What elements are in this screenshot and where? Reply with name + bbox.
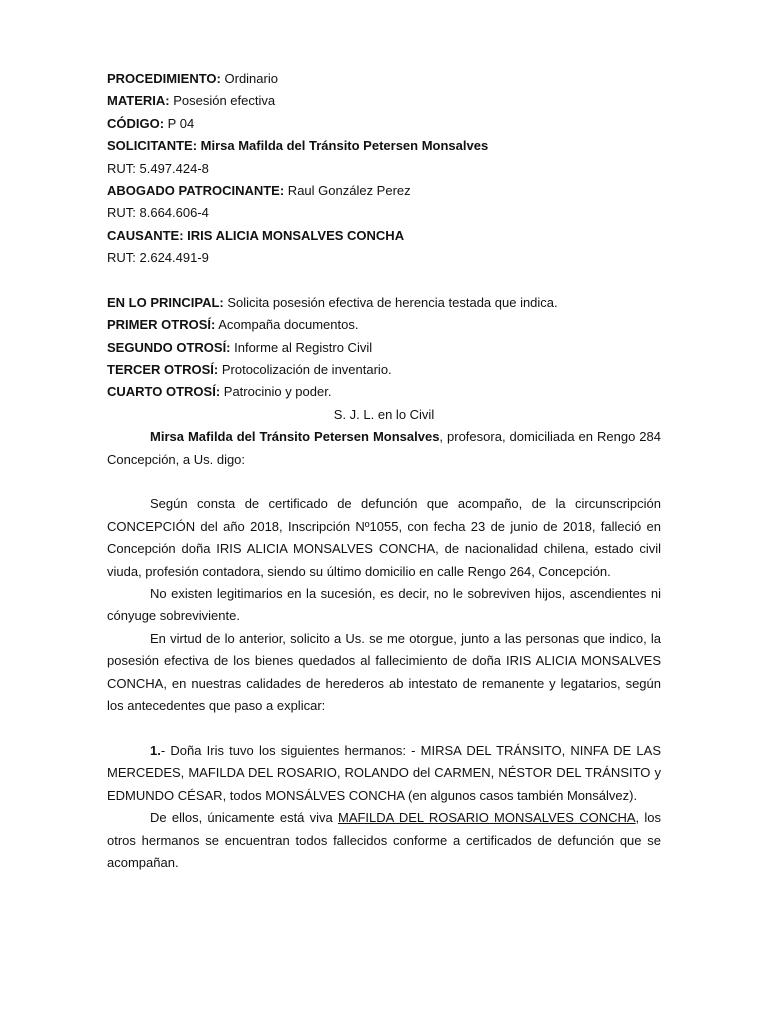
viva-name: MAFILDA DEL ROSARIO MONSALVES CONCHA [337, 810, 636, 826]
cuarto-value: Patrocinio y poder. [220, 384, 332, 400]
paragraph-solicitud: En virtud de lo anterior, solicito a Us. se me otorgue, junto a las personas que indico, la posesión efectiva de los bienes quedados al fallecimiento de doña IRIS ALICIA MONSALVES CONCHA, en nuestras calidades de herederos ab intestato de remanente y legatarios, según los antecedentes que paso a explicar: [107, 630, 661, 714]
solicitante-rut: RUT: 5.497.424-8 [107, 160, 209, 176]
document-page [107, 68, 661, 874]
paragraph-viva [107, 807, 661, 874]
paragraph-legitimarios: No existen legitimarios en la sucesión, es decir, no le sobreviven hijos, ascendientes ni cónyuge sobreviviente. [107, 586, 661, 624]
primer-value: Acompaña documentos. [215, 317, 359, 333]
materia-label: MATERIA: [107, 93, 170, 109]
sumilla-tercer-otrosi [107, 359, 661, 381]
spacer [107, 718, 661, 740]
viva-rest: , los otros hermanos se encuentran todos fallecidos conforme a certificados de defunción que se acompañan. [107, 810, 661, 870]
solicitante-line [107, 135, 661, 157]
codigo-label: CÓDIGO: [107, 115, 165, 131]
causante-rut: RUT: 2.624.491-9 [107, 250, 209, 266]
tribunal-heading: S. J. L. en lo Civil [333, 406, 435, 422]
abogado-rut: RUT: 8.664.606-4 [107, 205, 209, 221]
causante-line [107, 225, 661, 247]
sumilla-principal [107, 292, 661, 314]
sumilla-cuarto-otrosi [107, 381, 661, 403]
viva-start: De ellos, únicamente está viva [150, 810, 338, 826]
codigo-line [107, 113, 661, 135]
segundo-label: SEGUNDO OTROSÍ: [107, 339, 231, 355]
causante-label: CAUSANTE: [107, 227, 184, 243]
codigo-value: P 04 [164, 115, 195, 131]
procedimiento-value: Ordinario [220, 71, 278, 86]
procedimiento-label: PROCEDIMIENTO: [107, 71, 221, 86]
principal-label: EN LO PRINCIPAL: [107, 294, 224, 310]
primer-label: PRIMER OTROSÍ: [107, 317, 216, 333]
spacer [107, 270, 661, 292]
solicitante-label: SOLICITANTE: [107, 138, 198, 154]
sumilla-primer-otrosi [107, 314, 661, 336]
causante-value: IRIS ALICIA MONSALVES CONCHA [183, 227, 405, 243]
paragraph-hermanos [107, 740, 661, 807]
spacer [107, 471, 661, 493]
intro-paragraph [107, 426, 661, 471]
procedimiento-line [107, 68, 661, 90]
sumilla-segundo-otrosi [107, 337, 661, 359]
segundo-value: Informe al Registro Civil [230, 339, 373, 355]
materia-value: Posesión efectiva [169, 93, 276, 109]
principal-value: Solicita posesión efectiva de herencia testada que indica. [223, 294, 558, 310]
abogado-line [107, 180, 661, 202]
intro-rest: , profesora, domiciliada en Rengo 284 Concepción, a Us. digo: [107, 429, 661, 467]
item-number: 1. [150, 742, 161, 758]
tercer-label: TERCER OTROSÍ: [107, 362, 219, 378]
abogado-value: Raul González Perez [284, 182, 411, 198]
abogado-label: ABOGADO PATROCINANTE: [107, 182, 285, 198]
materia-line [107, 90, 661, 112]
intro-name: Mirsa Mafilda del Tránsito Petersen Monsalves [150, 429, 440, 445]
hermanos-text: - Doña Iris tuvo los siguientes hermanos: - MIRSA DEL TRÁNSITO, NINFA DE LAS MERCEDES, MAFILDA DEL ROSARIO, ROLANDO del CARMEN, NÉSTOR DEL TRÁNSITO y EDMUNDO CÉSAR, todos MONSÁLVES CONCHA (en algunos casos también Monsálvez). [107, 742, 661, 803]
solicitante-value: Mirsa Mafilda del Tránsito Petersen Monsalves [197, 138, 489, 154]
tercer-value: Protocolización de inventario. [218, 362, 392, 378]
paragraph-defuncion: Según consta de certificado de defunción que acompaño, de la circunscripción CONCEPCIÓN del año 2018, Inscripción Nº1055, con fecha 23 de junio de 2018, falleció en Concepción doña IRIS ALICIA MONSALVES CONCHA, de nacionalidad chilena, estado civil viuda, profesión contadora, siendo su último domicilio en calle Rengo 264, Concepción. [107, 496, 661, 579]
cuarto-label: CUARTO OTROSÍ: [107, 384, 221, 400]
